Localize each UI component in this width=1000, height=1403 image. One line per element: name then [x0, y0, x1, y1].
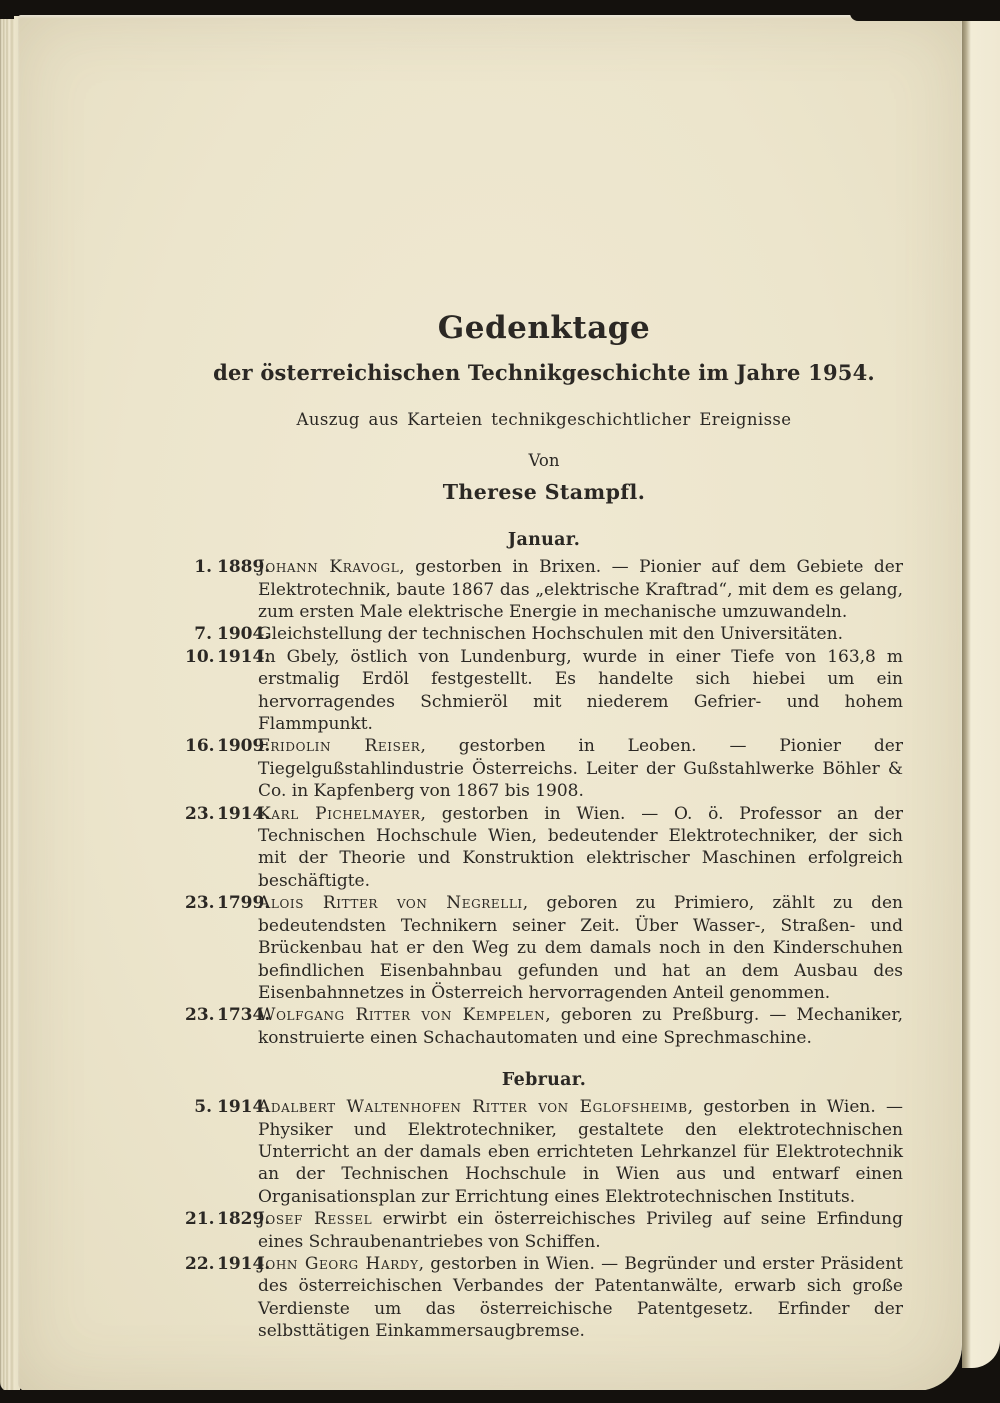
page-subtitle: der österreichischen Technikgeschichte im Jahre 1954.: [213, 360, 875, 386]
entry-day: 16.: [185, 736, 215, 757]
entry-description: , gestorben in Brixen. — Pionier auf dem Gebiete der Elektrotechnik, baute 1867 das „elektrische Kraftrad“, mit dem es gelang, zum ersten Male elektrische Energie in mechanische umzuwandeln.: [258, 557, 903, 622]
entry-date: [185, 803, 271, 825]
entry-date: [185, 623, 271, 645]
entry-text: [258, 736, 903, 801]
entry-day: 1.: [194, 557, 212, 578]
entry-description: Gleichstellung der technischen Hochschulen mit den Universitäten.: [258, 624, 843, 645]
entry-day: 22.: [185, 1253, 215, 1274]
calendar-entry: [185, 1096, 903, 1208]
calendar-entry: [185, 556, 903, 623]
entry-date: [185, 1253, 271, 1275]
sections: [185, 530, 903, 1342]
entry-date: [185, 556, 271, 578]
tagline: Auszug aus Karteien technikgeschichtlicher Ereignisse: [296, 410, 792, 430]
calendar-entry: [185, 735, 903, 802]
entry-description: , gestorben in Wien. — O. ö. Professor an der Technischen Hochschule Wien, bedeutender Elektrotechniker, der sich mit der Theorie und Konstruktion elektrischer Maschinen erfolgreich beschäftigte.: [258, 803, 903, 891]
person-name: Josef Ressel: [258, 1209, 373, 1230]
book-page: [18, 15, 962, 1391]
entry-day: 7.: [194, 624, 212, 645]
entry-text: [258, 1005, 903, 1047]
entry-description: , geboren zu Primiero, zählt zu den bedeutendsten Technikern seiner Zeit. Über Wasser-, Straßen- und Brückenbau hat er den Weg zu dem damals noch in den Kinderschuhen befindlichen Eisenbahnbau gefunden und hat an dem Ausbau des Eisenbahnnetzes in Österreich hervorragenden Anteil genommen.: [258, 893, 903, 1003]
entry-year: 1914.: [217, 1097, 271, 1118]
calendar-entry: [185, 1253, 903, 1343]
entry-year: 1914.: [217, 646, 271, 667]
page-content: [185, 15, 903, 1343]
entry-date: [185, 646, 271, 668]
entry-date: [185, 1096, 271, 1118]
next-page-edge: [962, 16, 1000, 1368]
person-name: Adalbert Waltenhofen Ritter von Eglofsheimb: [258, 1097, 688, 1118]
entry-description: , geboren zu Preßburg. — Mechaniker, konstruierte einen Schachautomaten und eine Sprechmaschine.: [258, 1005, 904, 1048]
month-section: [185, 530, 903, 1049]
entry-year: 1914.: [217, 1253, 271, 1274]
entry-text: [258, 557, 903, 622]
scan-border-top-left: [0, 0, 14, 19]
entry-year: 1889.: [217, 557, 271, 578]
calendar-entry: [185, 623, 903, 645]
entry-year: 1829.: [217, 1209, 271, 1230]
byline-label: Von: [528, 451, 560, 471]
entry-day: 5.: [194, 1097, 212, 1118]
month-section: [185, 1070, 903, 1342]
person-name: Wolfgang Ritter von Kempelen: [258, 1005, 546, 1026]
entry-year: 1799.: [217, 893, 271, 914]
entry-description: , gestorben in Wien. — Physiker und Elektrotechniker, gestaltete den elektrotechnischen Unterricht an der damals eben errichteten Lehrkanzel für Elektrotechnik an der Technischen Hochschule in Wien aus und entwarf einen Organisationsplan zur Errichtung eines Elektrotechnischen Instituts.: [258, 1097, 903, 1207]
author-name: Therese Stampfl.: [442, 480, 646, 505]
entry-list: [185, 556, 903, 1049]
person-name: Karl Pichelmayer: [258, 803, 421, 824]
entry-date: [185, 1004, 271, 1026]
entry-description: , gestorben in Wien. — Begründer und erster Präsident des österreichischen Verbandes der Patentanwälte, erwarb sich große Verdienste um das österreichische Patentgesetz. Erfinder der selbsttätigen Einkammersaugbremse.: [258, 1253, 903, 1342]
entry-day: 23.: [185, 893, 215, 914]
month-heading: Februar.: [501, 1070, 587, 1091]
person-name: Alois Ritter von Negrelli: [258, 893, 523, 914]
scan-border-top-right: [850, 0, 1000, 21]
calendar-entry: [185, 803, 903, 893]
entry-date: [185, 735, 271, 757]
entry-text: [258, 647, 903, 734]
book-page-edges-left: [0, 16, 20, 1392]
calendar-entry: [185, 646, 903, 736]
entry-list: [185, 1096, 903, 1342]
entry-text: [258, 1254, 903, 1341]
entry-year: 1909.: [217, 736, 271, 757]
entry-description: , gestorben in Leoben. — Pionier der Tiegelgußstahlindustrie Österreichs. Leiter der Gußstahlwerke Böhler & Co. in Kapfenberg von 1867 bis 1908.: [258, 736, 903, 802]
entry-day: 21.: [185, 1209, 215, 1230]
entry-text: [258, 624, 843, 644]
person-name: John Georg Hardy: [258, 1253, 419, 1274]
entry-description: erwirbt ein österreichisches Privileg auf seine Erfindung eines Schraubenantriebes von Schiffen.: [258, 1209, 903, 1252]
calendar-entry: [185, 892, 903, 1004]
entry-text: [258, 1209, 903, 1251]
entry-date: [185, 1208, 271, 1230]
page-title: Gedenktage: [437, 310, 651, 346]
entry-text: [258, 1097, 903, 1207]
entry-text: [258, 804, 903, 891]
calendar-entry: [185, 1208, 903, 1253]
entry-description: In Gbely, östlich von Lundenburg, wurde in einer Tiefe von 163,8 m erstmalig Erdöl festgestellt. Es handelte sich hiebei um ein hervorragendes Schmieröl mit niederem Gefrier- und hohem Flammpunkt.: [258, 646, 903, 735]
month-heading: Januar.: [507, 530, 581, 551]
entry-day: 23.: [185, 1005, 215, 1026]
person-name: Johann Kravogl: [258, 557, 400, 578]
entry-year: 1904.: [217, 624, 271, 645]
entry-date: [185, 892, 271, 914]
calendar-entry: [185, 1004, 903, 1049]
scan-border-bottom: [0, 1390, 1000, 1403]
person-name: Fridolin Reiser: [258, 736, 421, 757]
entry-day: 10.: [185, 646, 215, 667]
entry-year: 1734.: [217, 1005, 271, 1026]
entry-year: 1914.: [217, 803, 271, 824]
entry-text: [258, 893, 903, 1003]
entry-day: 23.: [185, 803, 215, 824]
